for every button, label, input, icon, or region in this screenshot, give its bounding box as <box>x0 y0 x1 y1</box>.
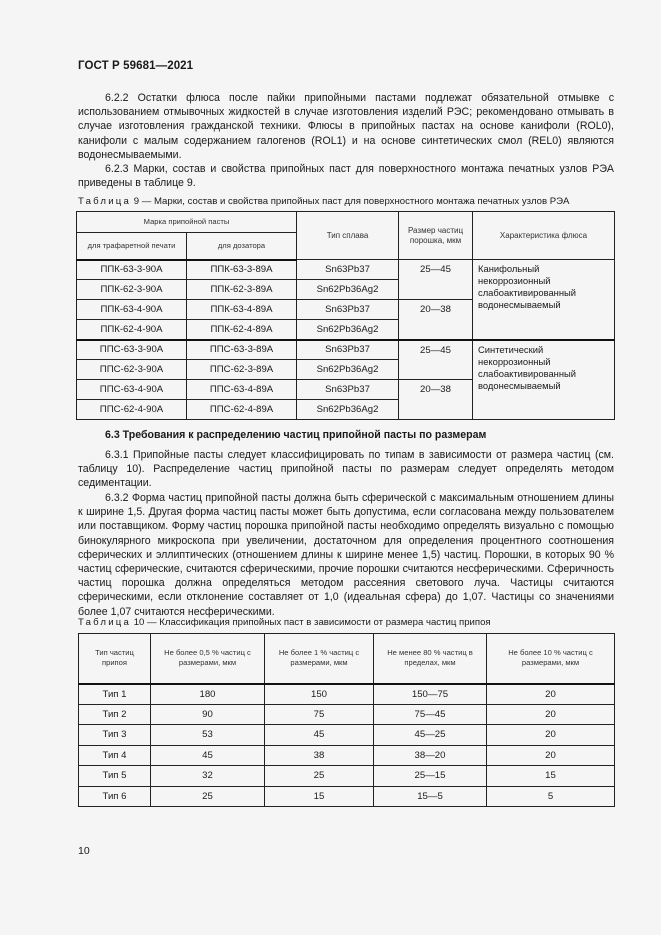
cell-value: 25 <box>265 766 374 787</box>
cell-stencil: ППК-62-3-90А <box>77 280 187 300</box>
cell-alloy: Sn62Pb36Ag2 <box>297 400 399 420</box>
cell-value: 45 <box>151 745 265 766</box>
table-row <box>77 340 615 360</box>
cell-type: Тип 6 <box>79 786 151 807</box>
cell-flux: Канифольный некоррозионный слабоактивированный водонесмываемый <box>473 260 615 340</box>
cell-alloy: Sn62Pb36Ag2 <box>297 320 399 340</box>
table-row <box>79 766 615 787</box>
section-6-3-title-text: 6.3 Требования к распределению частиц припойной пасты по размерам <box>105 429 487 441</box>
paragraph-6-3-1-text: 6.3.1 Припойные пасты следует классифицировать по типам в зависимости от размера частиц (см. таблицу 10). Распределение частиц припойной пасты по размерам следует определять методом седиментации. <box>78 449 614 490</box>
paragraph-6-3-2-text: 6.3.2 Форма частиц припойной пасты должна быть сферической с максимальным отношением длины к ширине 1,5. Другая форма частиц пасты может быть допустима, если согласована между пользователем или поставщиком. Форму частиц порошка припойной пасты необходимо определять визуально с помощью бинокулярного микроскопа при увеличении, достаточном для определения процентного соотношения сферических и эллиптических (отношением длины к ширине менее 1,5) частиц. Порошки, в которых 90 % частиц сферические, считаются сферическими, прочие порошки считаются несферическими. Сферичность частиц порошка должна определяться методом рассеяния светового луча. Частицы считаются сферическими, если отклонение составляет от 1,0 (идеальная сфера) до 1,07. Частицы со значениями более 1,07 считаются несферическими. <box>78 492 614 618</box>
table10-particle-classification <box>78 633 615 807</box>
document-standard-id: ГОСТ Р 59681—2021 <box>78 60 194 72</box>
table-row <box>79 684 615 705</box>
table10-caption-word: Таблица <box>78 617 132 628</box>
table-row <box>77 260 615 280</box>
cell-value: 90 <box>151 704 265 725</box>
cell-value: 15 <box>265 786 374 807</box>
cell-value: 20 <box>487 684 615 705</box>
table10-header-max-0-5: Не более 0,5 % частиц с размерами, мкм <box>151 634 265 684</box>
table9-caption <box>78 196 569 207</box>
cell-particle-size: 20—38 <box>399 300 473 340</box>
cell-particle-size: 25—45 <box>399 260 473 300</box>
cell-value: 20 <box>487 704 615 725</box>
cell-alloy: Sn62Pb36Ag2 <box>297 360 399 380</box>
cell-stencil: ППС-63-3-90А <box>77 340 187 360</box>
cell-dispenser: ППС-63-4-89А <box>187 380 297 400</box>
table10-caption <box>78 617 491 628</box>
table9-solder-pastes <box>76 211 615 420</box>
cell-type: Тип 2 <box>79 704 151 725</box>
table9-header-brand: Марка припойной пасты <box>77 212 297 233</box>
cell-stencil: ППС-62-3-90А <box>77 360 187 380</box>
cell-dispenser: ППК-63-4-89А <box>187 300 297 320</box>
paragraph-6-2-2 <box>78 91 614 162</box>
cell-stencil: ППК-63-3-90А <box>77 260 187 280</box>
cell-type: Тип 4 <box>79 745 151 766</box>
paragraph-6-2-3 <box>78 162 614 190</box>
table-row <box>79 786 615 807</box>
cell-alloy: Sn63Pb37 <box>297 340 399 360</box>
table-row <box>79 745 615 766</box>
section-6-3-title <box>78 428 614 442</box>
table10-header-min-80: Не менее 80 % частиц в пределах, мкм <box>374 634 487 684</box>
cell-value: 15—5 <box>374 786 487 807</box>
paragraph-6-2-3-text: 6.2.3 Марки, состав и свойства припойных паст для поверхностного монтажа печатных узлов РЭА приведены в таблице 9. <box>78 163 614 190</box>
cell-value: 75 <box>265 704 374 725</box>
cell-value: 38—20 <box>374 745 487 766</box>
cell-value: 5 <box>487 786 615 807</box>
table-row <box>79 704 615 725</box>
cell-value: 150—75 <box>374 684 487 705</box>
cell-alloy: Sn63Pb37 <box>297 260 399 280</box>
cell-type: Тип 5 <box>79 766 151 787</box>
cell-value: 25 <box>151 786 265 807</box>
table-row <box>79 725 615 746</box>
page-number: 10 <box>78 845 90 857</box>
cell-value: 180 <box>151 684 265 705</box>
cell-value: 32 <box>151 766 265 787</box>
cell-particle-size: 20—38 <box>399 380 473 420</box>
cell-flux: Синтетический некоррозионный слабоактивированный водонесмываемый <box>473 340 615 420</box>
cell-value: 20 <box>487 745 615 766</box>
table9-header-particle-size: Размер частиц порошка, мкм <box>399 212 473 260</box>
cell-value: 20 <box>487 725 615 746</box>
cell-dispenser: ППС-63-3-89А <box>187 340 297 360</box>
table9-header-flux: Характеристика флюса <box>473 212 615 260</box>
cell-value: 45—25 <box>374 725 487 746</box>
cell-value: 25—15 <box>374 766 487 787</box>
cell-value: 15 <box>487 766 615 787</box>
cell-alloy: Sn63Pb37 <box>297 300 399 320</box>
cell-alloy: Sn62Pb36Ag2 <box>297 280 399 300</box>
cell-dispenser: ППС-62-4-89А <box>187 400 297 420</box>
cell-stencil: ППК-63-4-90А <box>77 300 187 320</box>
table10-header-max-10: Не более 10 % частиц с размерами, мкм <box>487 634 615 684</box>
cell-type: Тип 1 <box>79 684 151 705</box>
table10-caption-text: 10 — Классификация припойных паст в зависимости от размера частиц припоя <box>133 617 491 628</box>
cell-dispenser: ППК-63-3-89А <box>187 260 297 280</box>
table10-header-max-1: Не более 1 % частиц с размерами, мкм <box>265 634 374 684</box>
cell-value: 45 <box>265 725 374 746</box>
cell-particle-size: 25—45 <box>399 340 473 380</box>
cell-stencil: ППС-62-4-90А <box>77 400 187 420</box>
table9-caption-text: 9 — Марки, состав и свойства припойных паст для поверхностного монтажа печатных узлов РЭА <box>133 196 570 207</box>
cell-value: 75—45 <box>374 704 487 725</box>
cell-dispenser: ППК-62-3-89А <box>187 280 297 300</box>
paragraph-6-3-1 <box>78 448 614 491</box>
cell-value: 53 <box>151 725 265 746</box>
table9-header-dispenser: для дозатора <box>187 233 297 260</box>
table9-header-alloy: Тип сплава <box>297 212 399 260</box>
cell-alloy: Sn63Pb37 <box>297 380 399 400</box>
cell-dispenser: ППК-62-4-89А <box>187 320 297 340</box>
cell-value: 38 <box>265 745 374 766</box>
cell-stencil: ППС-63-4-90А <box>77 380 187 400</box>
table9-header-stencil: для трафаретной печати <box>77 233 187 260</box>
paragraph-6-2-2-text: 6.2.2 Остатки флюса после пайки припойными пастами подлежат обязательной отмывке с использованием отмывочных жидкостей в случае изготовления изделий РЭС; рекомендовано отмывать в случае изготовления гражданской техники. Флюсы в припойных пастах на основе канифоли (ROL0), канифоли с малым содержанием галогенов (ROL1) и на основе синтетических смол (REL0) являются водонесмываемыми. <box>78 92 614 161</box>
cell-dispenser: ППС-62-3-89А <box>187 360 297 380</box>
paragraph-6-3-2 <box>78 491 614 619</box>
table10-header-type: Тип частиц припоя <box>79 634 151 684</box>
cell-value: 150 <box>265 684 374 705</box>
cell-stencil: ППК-62-4-90А <box>77 320 187 340</box>
table9-caption-word: Таблица <box>78 196 132 207</box>
cell-type: Тип 3 <box>79 725 151 746</box>
